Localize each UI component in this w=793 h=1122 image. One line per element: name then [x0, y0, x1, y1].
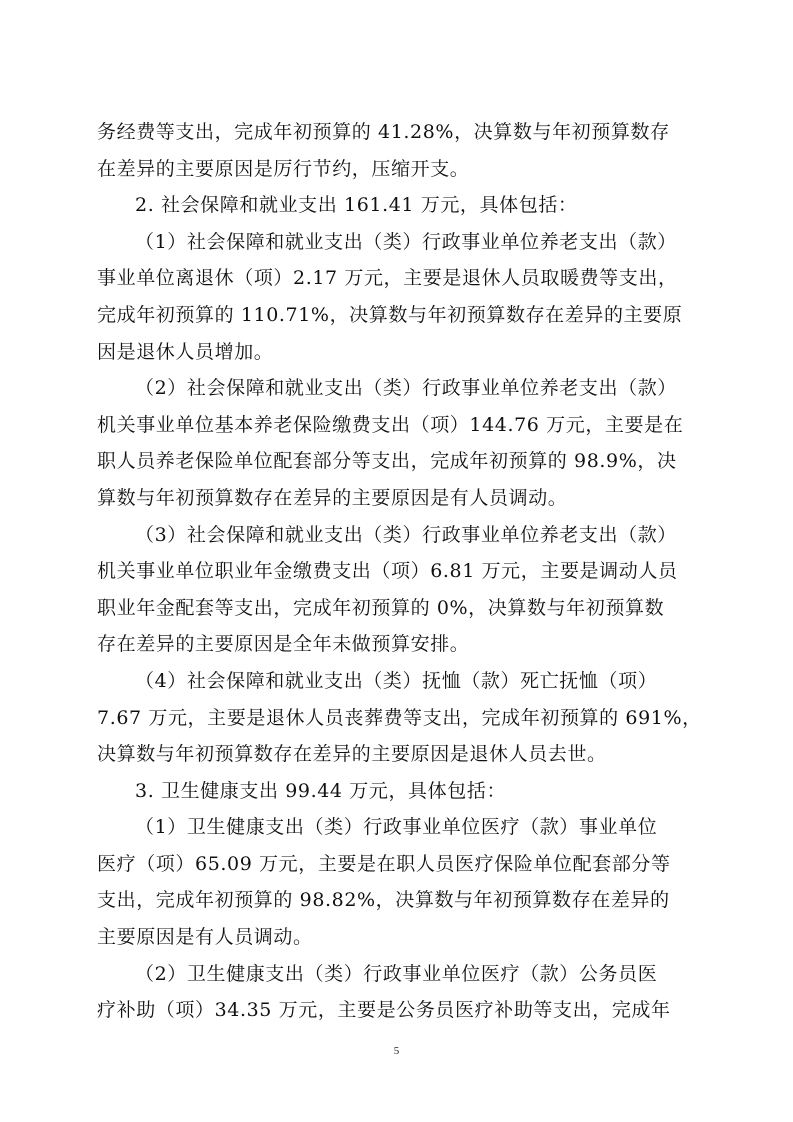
text-line: 主要原因是有人员调动。: [97, 926, 313, 949]
text-line: （3）社会保障和就业支出（类）行政事业单位养老支出（款）: [135, 523, 677, 546]
text-line: 决算数与年初预算数存在差异的主要原因是退休人员去世。: [97, 743, 607, 766]
text-line: 3. 卫生健康支出 99.44 万元，具体包括：: [135, 779, 507, 802]
text-line: 在差异的主要原因是厉行节约，压缩开支。: [97, 157, 470, 180]
text-line: 职人员养老保险单位配套部分等支出，完成年初预算的 98.9%，决: [97, 450, 677, 473]
text-line: 务经费等支出，完成年初预算的 41.28%，决算数与年初预算数存: [97, 121, 670, 143]
text-line: 医疗（项）65.09 万元，主要是在职人员医疗保险单位配套部分等: [97, 852, 671, 875]
text-line: 完成年初预算的 110.71%，决算数与年初预算数存在差异的主要原: [97, 303, 683, 326]
text-line: 疗补助（项）34.35 万元，主要是公务员医疗补助等支出，完成年: [97, 999, 671, 1022]
text-line: （1）卫生健康支出（类）行政事业单位医疗（款）事业单位: [135, 816, 658, 839]
text-line: 职业年金配套等支出，完成年初预算的 0%，决算数与年初预算数: [97, 596, 665, 619]
text-line: （1）社会保障和就业支出（类）行政事业单位养老支出（款）: [135, 230, 677, 253]
text-line: 存在差异的主要原因是全年未做预算安排。: [97, 633, 470, 656]
text-line: （2）卫生健康支出（类）行政事业单位医疗（款）公务员医: [135, 962, 658, 985]
body-text: [97, 114, 702, 1029]
text-line: 因是退休人员增加。: [97, 340, 274, 363]
text-line: 2. 社会保障和就业支出 161.41 万元，具体包括：: [135, 194, 578, 217]
text-line: （2）社会保障和就业支出（类）行政事业单位养老支出（款）: [135, 377, 677, 400]
text-line: （4）社会保障和就业支出（类）抚恤（款）死亡抚恤（项）: [135, 669, 658, 692]
text-line: 机关事业单位基本养老保险缴费支出（项）144.76 万元，主要是在: [97, 413, 684, 436]
text-line: 支出，完成年初预算的 98.82%，决算数与年初预算数存在差异的: [97, 889, 670, 912]
text-line: 机关事业单位职业年金缴费支出（项）6.81 万元，主要是调动人员: [97, 560, 678, 583]
page-number: 5: [393, 1045, 400, 1057]
text-line: 事业单位离退休（项）2.17 万元，主要是退休人员取暖费等支出，: [97, 267, 678, 290]
text-line: 算数与年初预算数存在差异的主要原因是有人员调动。: [97, 486, 568, 509]
text-line: 7.67 万元，主要是退休人员丧葬费等支出，完成年初预算的 691%，: [97, 706, 702, 729]
